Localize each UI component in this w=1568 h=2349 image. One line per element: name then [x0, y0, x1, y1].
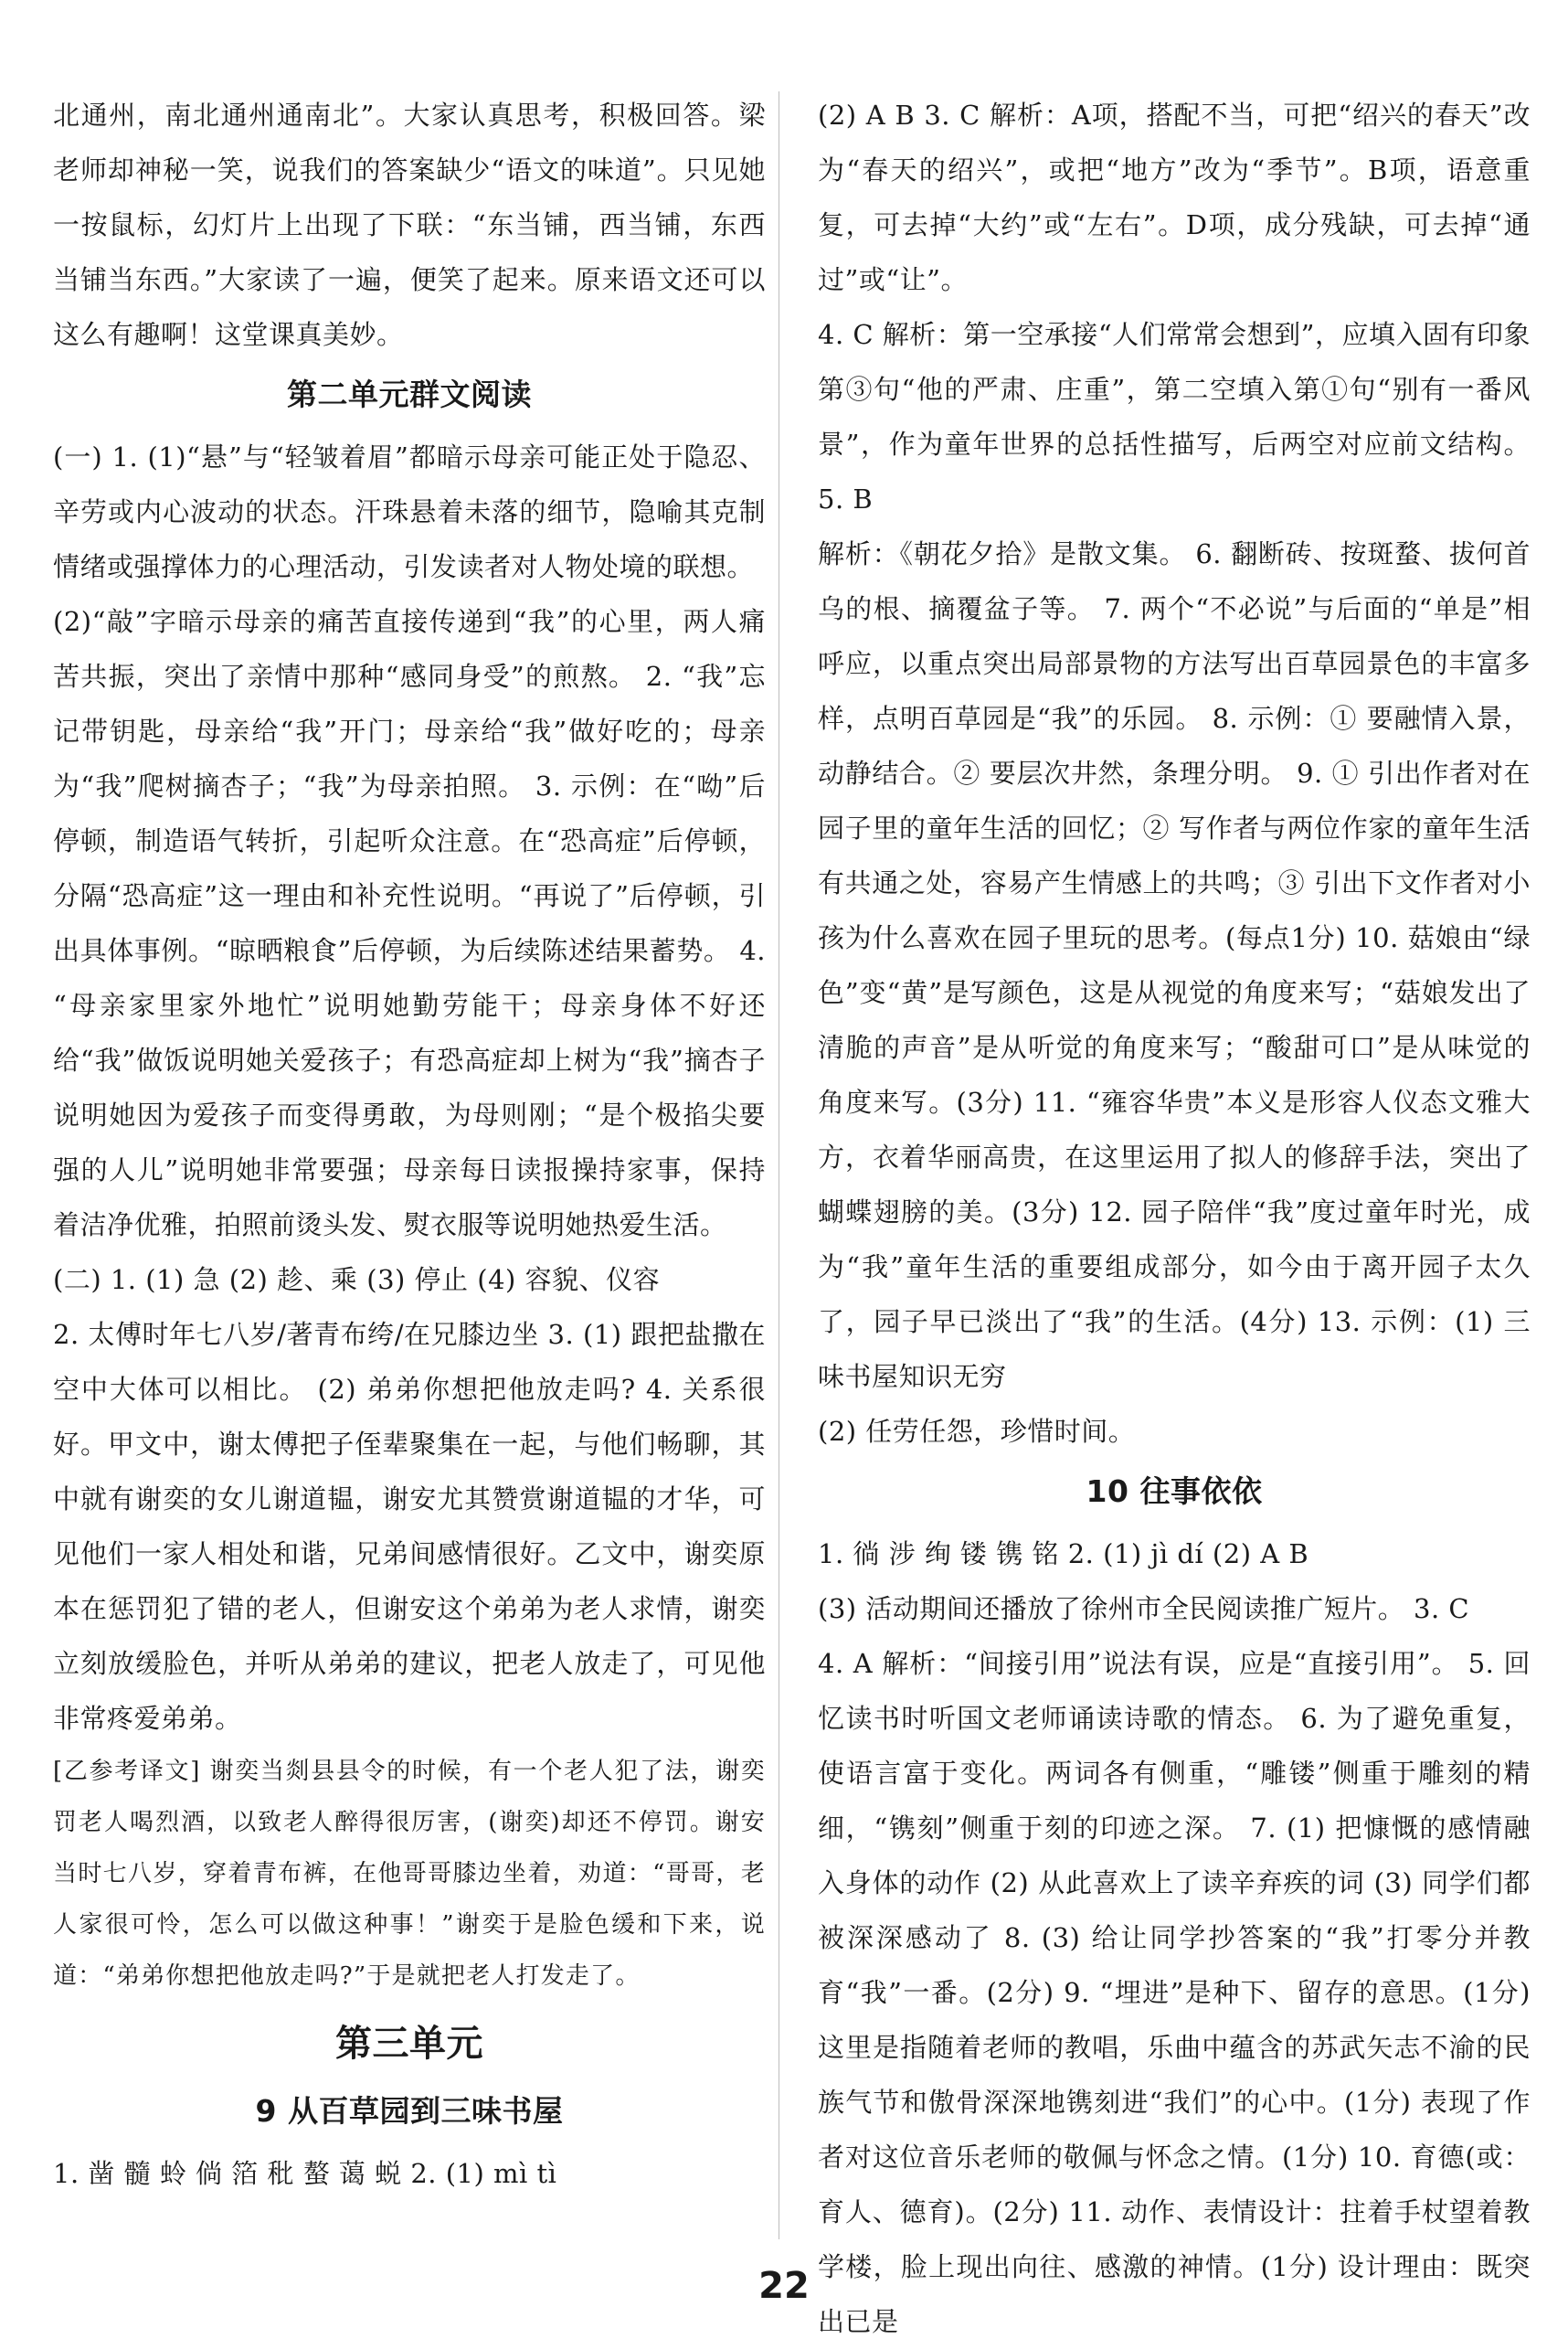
left-column [53, 88, 766, 2201]
answer-paragraph: (2) A B 3. C 解析：A项，搭配不当，可把“绍兴的春天”改为“春天的绍兴”，或把“地方”改为“季节”。B项，语意重复，可去掉“大约”或“左右”。D项，成分残缺，可去掉“通过”或“让”。 [818, 100, 1531, 295]
answer-paragraph: 1. 徜 涉 绚 镂 镌 铭 2. (1) jì dí (2) A B [818, 1538, 1309, 1569]
answer-paragraph: (3) 活动期间还播放了徐州市全民阅读推广短片。 3. C [818, 1593, 1470, 1624]
right-column [818, 88, 1531, 2349]
page-number: 22 [758, 2265, 810, 2307]
answer-paragraph: (二) 1. (1) 急 (2) 趁、乘 (3) 停止 (4) 容貌、仪容 [53, 1264, 661, 1295]
answer-paragraph: (2)“敲”字暗示母亲的痛苦直接传递到“我”的心里，两人痛苦共振，突出了亲情中那种“感同身受”的煎熬。 2. “我”忘记带钥匙，母亲给“我”开门；母亲给“我”做好吃的；母亲为“我”爬树摘杏子；“我”为母亲拍照。 3. 示例：在“呦”后停顿，制造语气转折，引起听众注意。在“恐高症”后停顿，分隔“恐高症”这一理由和补充性说明。“再说了”后停顿，引出具体事例。“晾晒粮食”后停顿，为后续陈述结果蓄势。 4. “母亲家里家外地忙”说明她勤劳能干；母亲身体不好还给“我”做饭说明她关爱孩子；有恐高症却上树为“我”摘杏子说明她因为爱孩子而变得勇敢，为母则刚；“是个极掐尖要强的人儿”说明她非常要强；母亲每日读报操持家事，保持着洁净优雅，拍照前烫头发、熨衣服等说明她热爱生活。 [53, 606, 766, 1240]
answer-paragraph: (2) 任劳任怨，珍惜时间。 [818, 1416, 1136, 1447]
lesson-heading: 9 从百草园到三味书屋 [255, 2093, 564, 2129]
answer-paragraph: 4. A 解析：“间接引用”说法有误，应是“直接引用”。 5. 回忆读书时听国文老师诵读诗歌的情态。 6. 为了避免重复，使语言富于变化。两词各有侧重，“雕镂”侧重于雕刻的精细，“镌刻”侧重于刻的印迹之深。 7. (1) 把慷慨的感情融入身体的动作 (2) 从此喜欢上了读辛弃疾的词 (3) 同学们都被深深感动了 8. (3) 给让同学抄答案的“我”打零分并教育“我”一番。(2分) 9. “埋进”是种下、留存的意思。(1分) 这里是指随着老师的教唱，乐曲中蕴含的苏武矢志不渝的民族气节和傲骨深深地镌刻进“我们”的心中。(1分) 表现了作者对这位音乐老师的敬佩与怀念之情。(1分) 10. 育德(或：育人、德育)。(2分) 11. 动作、表情设计：拄着手杖望着教学楼，脸上现出向往、感激的神情。(1分) 设计理由：既突出已是 [818, 1648, 1531, 2337]
answer-paragraph: 4. C 解析：第一空承接“人们常常会想到”，应填入固有印象第③句“他的严肃、庄重”，第二空填入第①句“别有一番风景”，作为童年世界的总括性描写，后两空对应前文结构。 5. B [818, 319, 1531, 515]
unit-heading: 第三单元 [335, 2023, 483, 2065]
answer-paragraph: (一) 1. (1)“悬”与“轻皱着眉”都暗示母亲可能正处于隐忍、辛劳或内心波动的状态。汗珠悬着未落的细节，隐喻其克制情绪或强撑体力的心理活动，引发读者对人物处境的联想。 [53, 441, 766, 582]
answer-paragraph: 解析：《朝花夕拾》是散文集。 6. 翻断砖、按斑蝥、拔何首乌的根、摘覆盆子等。 7. 两个“不必说”与后面的“单是”相呼应，以重点突出局部景物的方法写出百草园景色的丰富多样，点明百草园是“我”的乐园。 8. 示例：① 要融情入景，动静结合。② 要层次井然，条理分明。 9. ① 引出作者对在园子里的童年生活的回忆；② 写作者与两位作家的童年生活有共通之处，容易产生情感上的共鸣；③ 引出下文作者对小孩为什么喜欢在园子里玩的思考。(每点1分) 10. 菇娘由“绿色”变“黄”是写颜色，这是从视觉的角度来写；“菇娘发出了清脆的声音”是从听觉的角度来写；“酸甜可口”是从味觉的角度来写。(3分) 11. “雍容华贵”本义是形容人仪态文雅大方，衣着华丽高贵，在这里运用了拟人的修辞手法，突出了蝴蝶翅膀的美。(3分) 12. 园子陪伴“我”度过童年时光，成为“我”童年生活的重要组成部分，如今由于离开园子太久了，园子早已淡出了“我”的生活。(4分) 13. 示例：(1) 三味书屋知识无穷 [818, 538, 1531, 1392]
section-heading-group-reading: 第二单元群文阅读 [287, 377, 532, 412]
translation-paragraph: [乙参考译文] 谢奕当剡县县令的时候，有一个老人犯了法，谢奕罚老人喝烈酒，以致老人醉得很厉害，(谢奕)却还不停罚。谢安当时七八岁，穿着青布裤，在他哥哥膝边坐着，劝道：“哥哥，老人家很可怜，怎么可以做这种事！”谢奕于是脸色缓和下来，说道：“弟弟你想把他放走吗?”于是就把老人打发走了。 [53, 1758, 766, 1990]
answer-paragraph: 2. 太傅时年七八岁/著青布绔/在兄膝边坐 3. (1) 跟把盐撒在空中大体可以相比。 (2) 弟弟你想把他放走吗? 4. 关系很好。甲文中，谢太傅把子侄辈聚集在一起，与他们畅聊，其中就有谢奕的女儿谢道韫，谢安尤其赞赏谢道韫的才华，可见他们一家人相处和谐，兄弟间感情很好。乙文中，谢奕原本在惩罚犯了错的老人，但谢安这个弟弟为老人求情，谢奕立刻放缓脸色，并听从弟弟的建议，把老人放走了，可见他非常疼爱弟弟。 [53, 1319, 766, 1734]
lesson-heading: 10 往事依依 [1086, 1473, 1263, 1509]
answer-paragraph: 1. 凿 髓 蛉 倘 箔 秕 螯 蔼 蜕 2. (1) mì tì [53, 2158, 557, 2189]
intro-paragraph: 北通州，南北通州通南北”。大家认真思考，积极回答。梁老师却神秘一笑，说我们的答案缺少“语文的味道”。只见她一按鼠标，幻灯片上出现了下联：“东当铺，西当铺，东西当铺当东西。”大家读了一遍，便笑了起来。原来语文还可以这么有趣啊！这堂课真美妙。 [53, 100, 766, 350]
